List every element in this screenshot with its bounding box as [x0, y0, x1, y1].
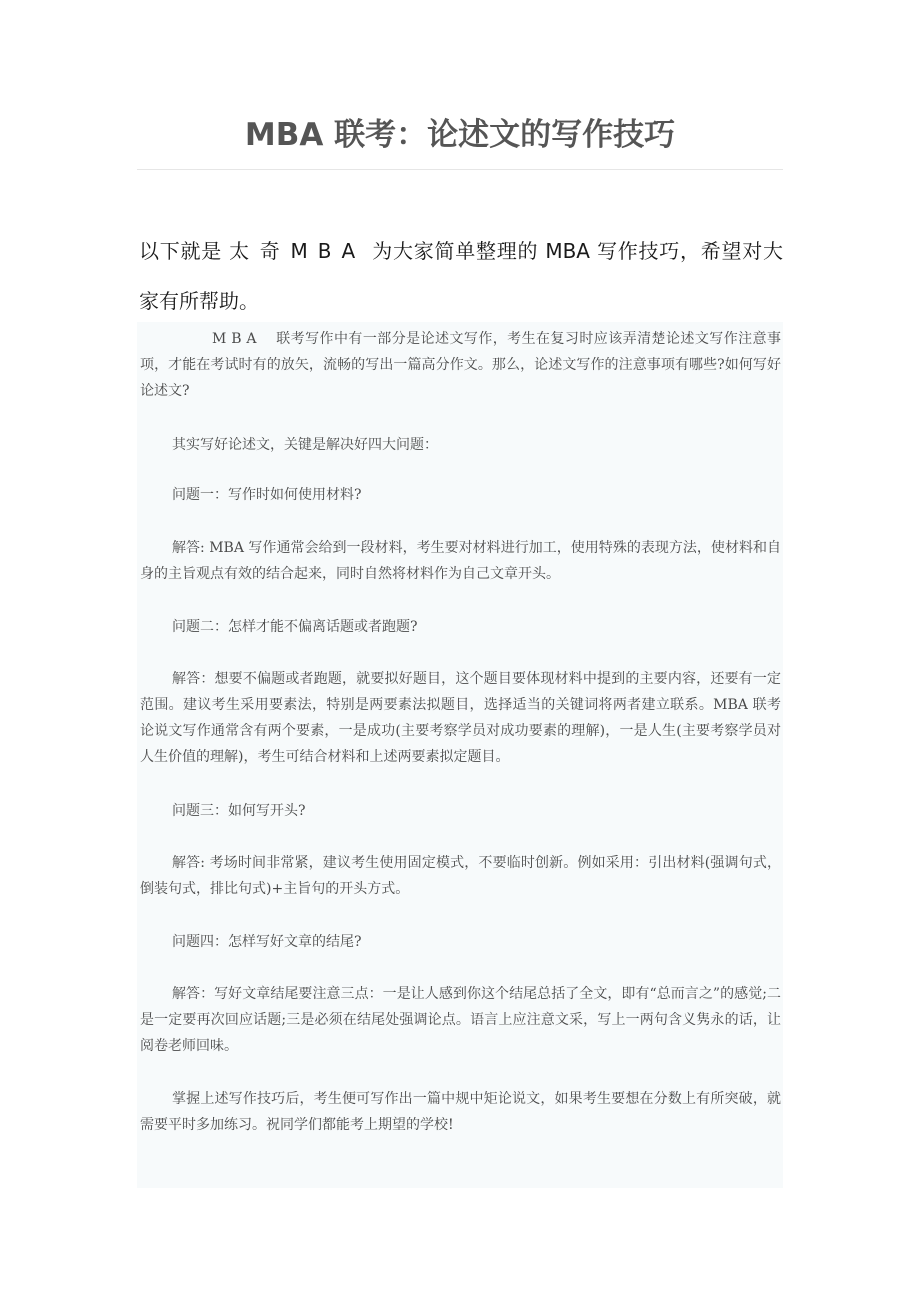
title-divider [137, 169, 783, 170]
paragraph-key-issues: 其实写好论述文，关键是解决好四大问题： [172, 437, 438, 453]
intro-paragraph [139, 226, 783, 326]
question-three: 问题三：如何写开头? [172, 803, 306, 819]
question-four: 问题四：怎样写好文章的结尾? [172, 934, 362, 950]
intro-text-start: 以下就是 [139, 239, 230, 263]
answer-one: 解答: MBA 写作通常会给到一段材料，考生要对材料进行加工，使用特殊的表现方法，使材料和自身的主旨观点有效的结合起来，同时自然将材料作为自己文章开头。 [140, 540, 781, 582]
article-body [137, 322, 783, 1188]
paragraph-conclusion: 掌握上述写作技巧后，考生便可写作出一篇中规中矩论说文，如果考生要想在分数上有所突破，就需要平时多加练习。祝同学们都能考上期望的学校! [140, 1091, 781, 1133]
paragraph-intro: M B A 联考写作中有一部分是论述文写作，考生在复习时应该弄清楚论述文写作注意事项，才能在考试时有的放矢，流畅的写出一篇高分作文。那么，论述文写作的注意事项有哪些?如何写好论述文? [140, 331, 781, 399]
answer-three: 解答: 考场时间非常紧，建议考生使用固定模式，不要临时创新。例如采用：引出材料(强调句式，倒装句式，排比句式)+主旨句的开头方式。 [140, 855, 781, 897]
answer-four: 解答：写好文章结尾要注意三点：一是让人感到你这个结尾总括了全文，即有“总而言之”的感觉;二是一定要再次回应话题;三是必须在结尾处强调论点。语言上应注意文采，写上一两句含义隽永的话，让阅卷老师回味。 [140, 986, 781, 1054]
question-two: 问题二：怎样才能不偏离话题或者跑题? [172, 619, 418, 635]
intro-brand-name: 太奇MBA [229, 239, 366, 263]
document-title: MBA 联考：论述文的写作技巧 [244, 117, 676, 153]
intro-text-end: 为大家简单整理的 MBA 写作技巧，希望对大家有所帮助。 [139, 239, 783, 313]
answer-two: 解答：想要不偏题或者跑题，就要拟好题目，这个题目要体现材料中提到的主要内容，还要有一定范围。建议考生采用要素法，特别是两要素法拟题目，选择适当的关键词将两者建立联系。MBA 联考论说文写作通常含有两个要素，一是成功(主要考察学员对成功要素的理解)，一是人生(主要考察学员对人生价值的理解)，考生可结合材料和上述两要素拟定题目。 [140, 671, 781, 765]
question-one: 问题一：写作时如何使用材料? [172, 487, 362, 503]
